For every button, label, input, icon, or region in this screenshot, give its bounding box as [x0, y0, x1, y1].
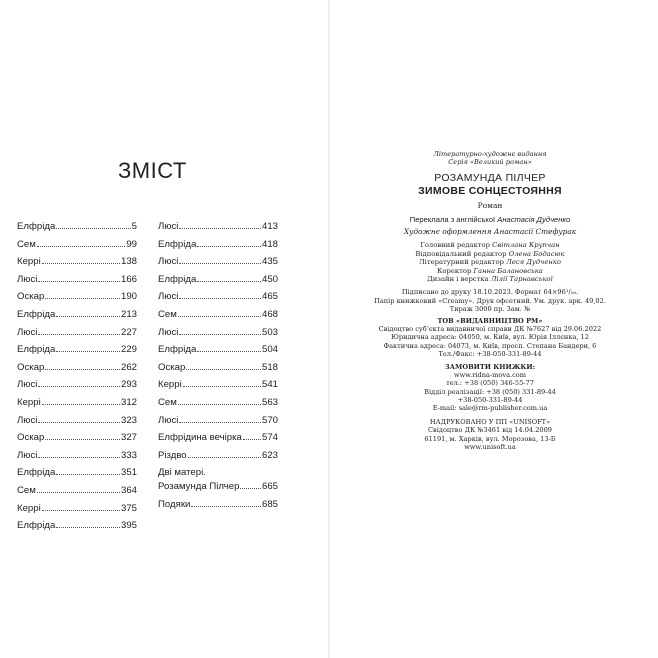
- toc-entry: Елфріда 5: [17, 221, 137, 232]
- toc-entry: Керрі 312: [17, 396, 137, 408]
- sales-phone-2: +38-050-331-89-44: [457, 395, 523, 404]
- layout-designer: Дизайн і верстка Лілії Тарнавської: [427, 275, 553, 284]
- toc-entry: Люсі 323: [17, 414, 137, 426]
- series-name: Серія «Великий роман»: [448, 158, 532, 167]
- designer-line: Художнє оформлення Анастасії Стефурак: [403, 227, 577, 237]
- literary-editor: Літературний редактор Леся Дудченко: [419, 258, 561, 267]
- sales-phone: Відділ реалізації: +38 (050) 331-89-44: [424, 387, 556, 396]
- paper-spec: Папір книжковий «Creamy». Друк офсетний. Ум. друк. арк. 49,02.: [374, 296, 606, 305]
- legal-address: Юридична адреса: 04050, м. Київ, вул. Юрія Іллєнка, 12: [391, 333, 589, 342]
- toc-entry-dedication: Розамунда Пілчер 665: [158, 481, 278, 493]
- toc-entry: Керрі 541: [158, 379, 278, 391]
- book-title: ЗИМОВЕ СОНЦЕСТОЯННЯ: [418, 185, 562, 198]
- toc-entry: Елфріда 351: [17, 467, 137, 479]
- toc-entry: Оскар 327: [17, 432, 137, 444]
- toc-entry: Люсі 333: [17, 449, 137, 461]
- toc-entry: Люсі 570: [158, 414, 278, 426]
- orders-phone: тел.: +38 (050) 346-55-77: [446, 379, 534, 388]
- toc-column-left: [17, 221, 137, 538]
- printer-address: 61191, м. Харків, вул. Морозова, 13-Б: [424, 434, 556, 443]
- toc-entry: Керрі 375: [17, 502, 137, 514]
- website-link: www.ridna-mova.com: [453, 371, 527, 380]
- toc-entry: Люсі 503: [158, 326, 278, 338]
- toc-entry: Оскар 262: [17, 361, 137, 373]
- toc-entry: Елфріда 418: [158, 238, 278, 250]
- actual-address: Фактична адреса: 04073, м. Київ, просп. Степана Бандери, 6: [383, 341, 597, 350]
- toc-entry: Люсі 413: [158, 221, 278, 232]
- toc-entry: Люсі 435: [158, 256, 278, 268]
- toc-entry-dedication-heading: Дві матері.: [158, 467, 206, 479]
- toc-column-right: [158, 221, 278, 517]
- toc-entry: Елфріда 395: [17, 520, 137, 532]
- toc-entry: Елфрідина вечірка 574: [158, 432, 278, 444]
- toc-entry: Різдво 623: [158, 449, 278, 461]
- editorial-staff: [368, 241, 612, 283]
- printer-website: www.unisoft.ua: [464, 442, 516, 451]
- imprint-page: [368, 150, 612, 451]
- toc-entry: Сем 364: [17, 484, 137, 496]
- chief-editor: Головний редактор Світлана Крупчан: [420, 241, 560, 250]
- printer-certificate: Свідоцтво ДК №3461 від 14.04.2009: [428, 426, 552, 435]
- toc-entry: Люсі 227: [17, 326, 137, 338]
- page-gutter: [328, 0, 330, 658]
- toc-entry: Елфріда 213: [17, 308, 137, 320]
- publisher-certificate: Свідоцтво суб’єкта видавничої справи ДК №7627 від 29.06.2022: [378, 325, 602, 334]
- toc-entry: Оскар 518: [158, 361, 278, 373]
- translator-line: Переклала з англійської Анастасія Дудченко: [409, 215, 571, 225]
- toc-entry: Керрі 138: [17, 256, 137, 268]
- toc-entry: Елфріда 229: [17, 344, 137, 356]
- toc-entry: Елфріда 504: [158, 344, 278, 356]
- author-name: РОЗАМУНДА ПІЛЧЕР: [434, 172, 546, 185]
- toc-entry: Оскар 190: [17, 291, 137, 303]
- responsible-editor: Відповідальний редактор Олена Бодасюк: [415, 249, 565, 258]
- publisher-name: ТОВ «ВИДАВНИЦТВО РМ»: [437, 317, 543, 326]
- toc-title: ЗМІСТ: [118, 158, 187, 183]
- toc-entry: Сем 99: [17, 238, 137, 250]
- edition-type: Літературно-художнє видання: [433, 150, 547, 158]
- phone-fax: Тел./Факс: +38-050-331-89-44: [438, 349, 542, 358]
- toc-entry: Сем 563: [158, 396, 278, 408]
- toc-entry: Люсі 166: [17, 273, 137, 285]
- toc-entry-thanks: Подяки 685: [158, 498, 278, 510]
- toc-entry: Люсі 465: [158, 291, 278, 303]
- printer-name: НАДРУКОВАНО У ПП «UNISOFT»: [429, 418, 551, 427]
- corrector: Коректор Ганна Балановська: [437, 266, 543, 275]
- signed-date: Підписано до друку 18.10.2023. Формат 64×96¹/₁₆.: [401, 288, 579, 297]
- toc-entry: Люсі 293: [17, 379, 137, 391]
- sales-email: E-mail: sale@rm-publisher.com.ua: [432, 404, 548, 413]
- orders-heading: ЗАМОВИТИ КНИЖКИ:: [444, 363, 536, 372]
- print-run: Тираж 3000 пр. Зам. №: [449, 304, 531, 313]
- toc-entry: Елфріда 450: [158, 273, 278, 285]
- book-genre: Роман: [477, 201, 503, 211]
- print-specs: [368, 288, 612, 313]
- toc-entry: Сем 468: [158, 308, 278, 320]
